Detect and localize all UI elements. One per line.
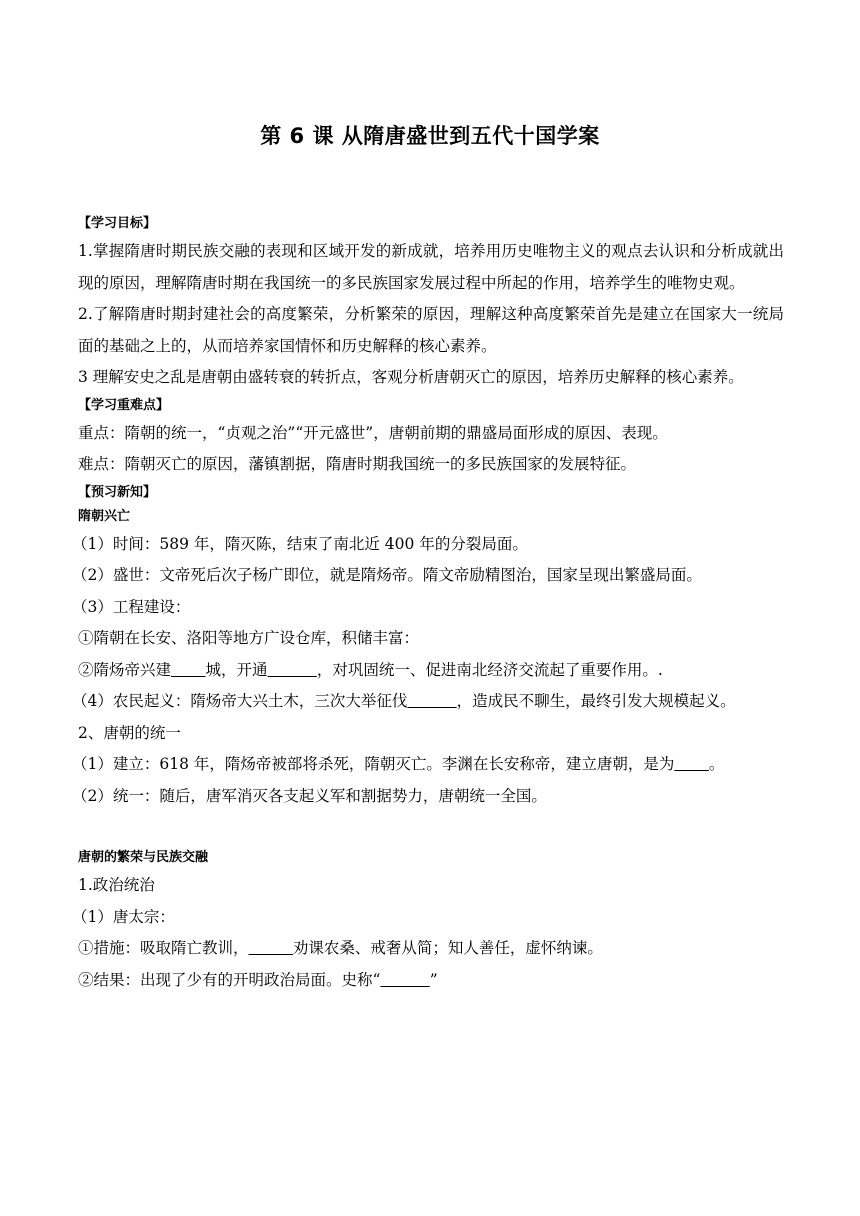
taizong-result	[78, 965, 784, 997]
text-span: ①措施：吸取隋亡教训，	[78, 939, 249, 957]
sui-projects-item-1: ①隋朝在长安、洛阳等地方广设仓库，积储丰富：	[78, 629, 420, 647]
tang-founding	[72, 749, 784, 781]
taizong-measures	[78, 933, 784, 965]
text-span: （1）建立：618 年，隋炀帝被部将杀死，隋朝灭亡。李渊在长安称帝，建立唐朝，是为	[72, 755, 675, 773]
text-span: 劝课农桑、戒奢从简；知人善任，虚怀纳谏。	[292, 939, 603, 957]
blank-canal[interactable]	[268, 661, 317, 679]
text-span: ②结果：出现了少有的开明政治局面。史称“	[78, 970, 381, 989]
text-span: 。	[708, 755, 725, 773]
text-span: ②隋炀帝兴建	[78, 660, 172, 679]
blank-policy[interactable]	[249, 939, 293, 957]
spacer	[78, 812, 784, 846]
goal-item-3: 3 理解安史之乱是唐朝由盛转衰的转折点，客观分析唐朝灭亡的原因，培养历史解释的核心素养。	[78, 368, 744, 386]
sui-time: （1）时间：589 年，隋灭陈，结束了南北近 400 年的分裂局面。	[72, 534, 528, 553]
text-span: ，造成民不聊生，最终引发大规模起义。	[456, 692, 736, 710]
preview-heading: 【预习新知】	[78, 484, 157, 500]
difficulty-text: 难点：隋朝灭亡的原因，藩镇割据，隋唐时期我国统一的多民族国家的发展特征。	[78, 455, 637, 473]
politics-heading: 1.政治统治	[78, 876, 155, 894]
text-span: ”	[429, 970, 438, 989]
blank-era-name[interactable]	[380, 971, 429, 989]
tang-prosperity-heading: 唐朝的繁荣与民族交融	[78, 850, 209, 865]
blank-campaign[interactable]	[407, 692, 456, 710]
document-body	[72, 212, 784, 996]
blank-city[interactable]	[171, 661, 206, 679]
goal-item-1: 1.掌握隋唐时期民族交融的表现和区域开发的新成就，培养用历史唯物主义的观点去认识和分析成就出现的原因，理解隋唐时期在我国统一的多民族国家发展过程中所起的作用，培养学生的唯物史观。	[78, 242, 784, 292]
learning-goals-heading: 【学习目标】	[78, 216, 157, 231]
sui-projects: （3）工程建设：	[72, 597, 191, 616]
tang-unification: （2）统一：随后，唐军消灭各支起义军和割据势力，唐朝统一全国。	[72, 786, 547, 805]
text-span: ，对巩固统一、促进南北经济交流起了重要作用。.	[316, 660, 663, 679]
tang-unify-heading: 2、唐朝的统一	[78, 723, 181, 742]
goal-item-2: 2.了解隋唐时期封建社会的高度繁荣，分析繁荣的原因，理解这种高度繁荣首先是建立在国家大一统局面的基础之上的，从而培养家国情怀和历史解释的核心素养。	[78, 305, 784, 355]
blank-emperor[interactable]	[674, 755, 709, 773]
page-title: 第 6 课 从隋唐盛世到五代十国学案	[260, 124, 600, 148]
key-points-heading: 【学习重难点】	[78, 397, 170, 413]
focus-text: 重点：隋朝的统一，“贞观之治”“开元盛世”，唐朝前期的鼎盛局面形成的原因、表现。	[78, 423, 668, 442]
sui-prosperity: （2）盛世：文帝死后次子杨广即位，就是隋炀帝。隋文帝励精图治，国家呈现出繁盛局面。	[72, 566, 702, 584]
sui-projects-item-2	[78, 655, 784, 687]
text-span: （4）农民起义：隋炀帝大兴土木，三次大举征伐	[72, 692, 408, 710]
text-span: 城，开通	[205, 660, 268, 679]
sui-uprising	[72, 686, 784, 718]
taizong-heading: （1）唐太宗：	[72, 907, 175, 926]
sui-section-heading: 隋朝兴亡	[78, 508, 131, 524]
